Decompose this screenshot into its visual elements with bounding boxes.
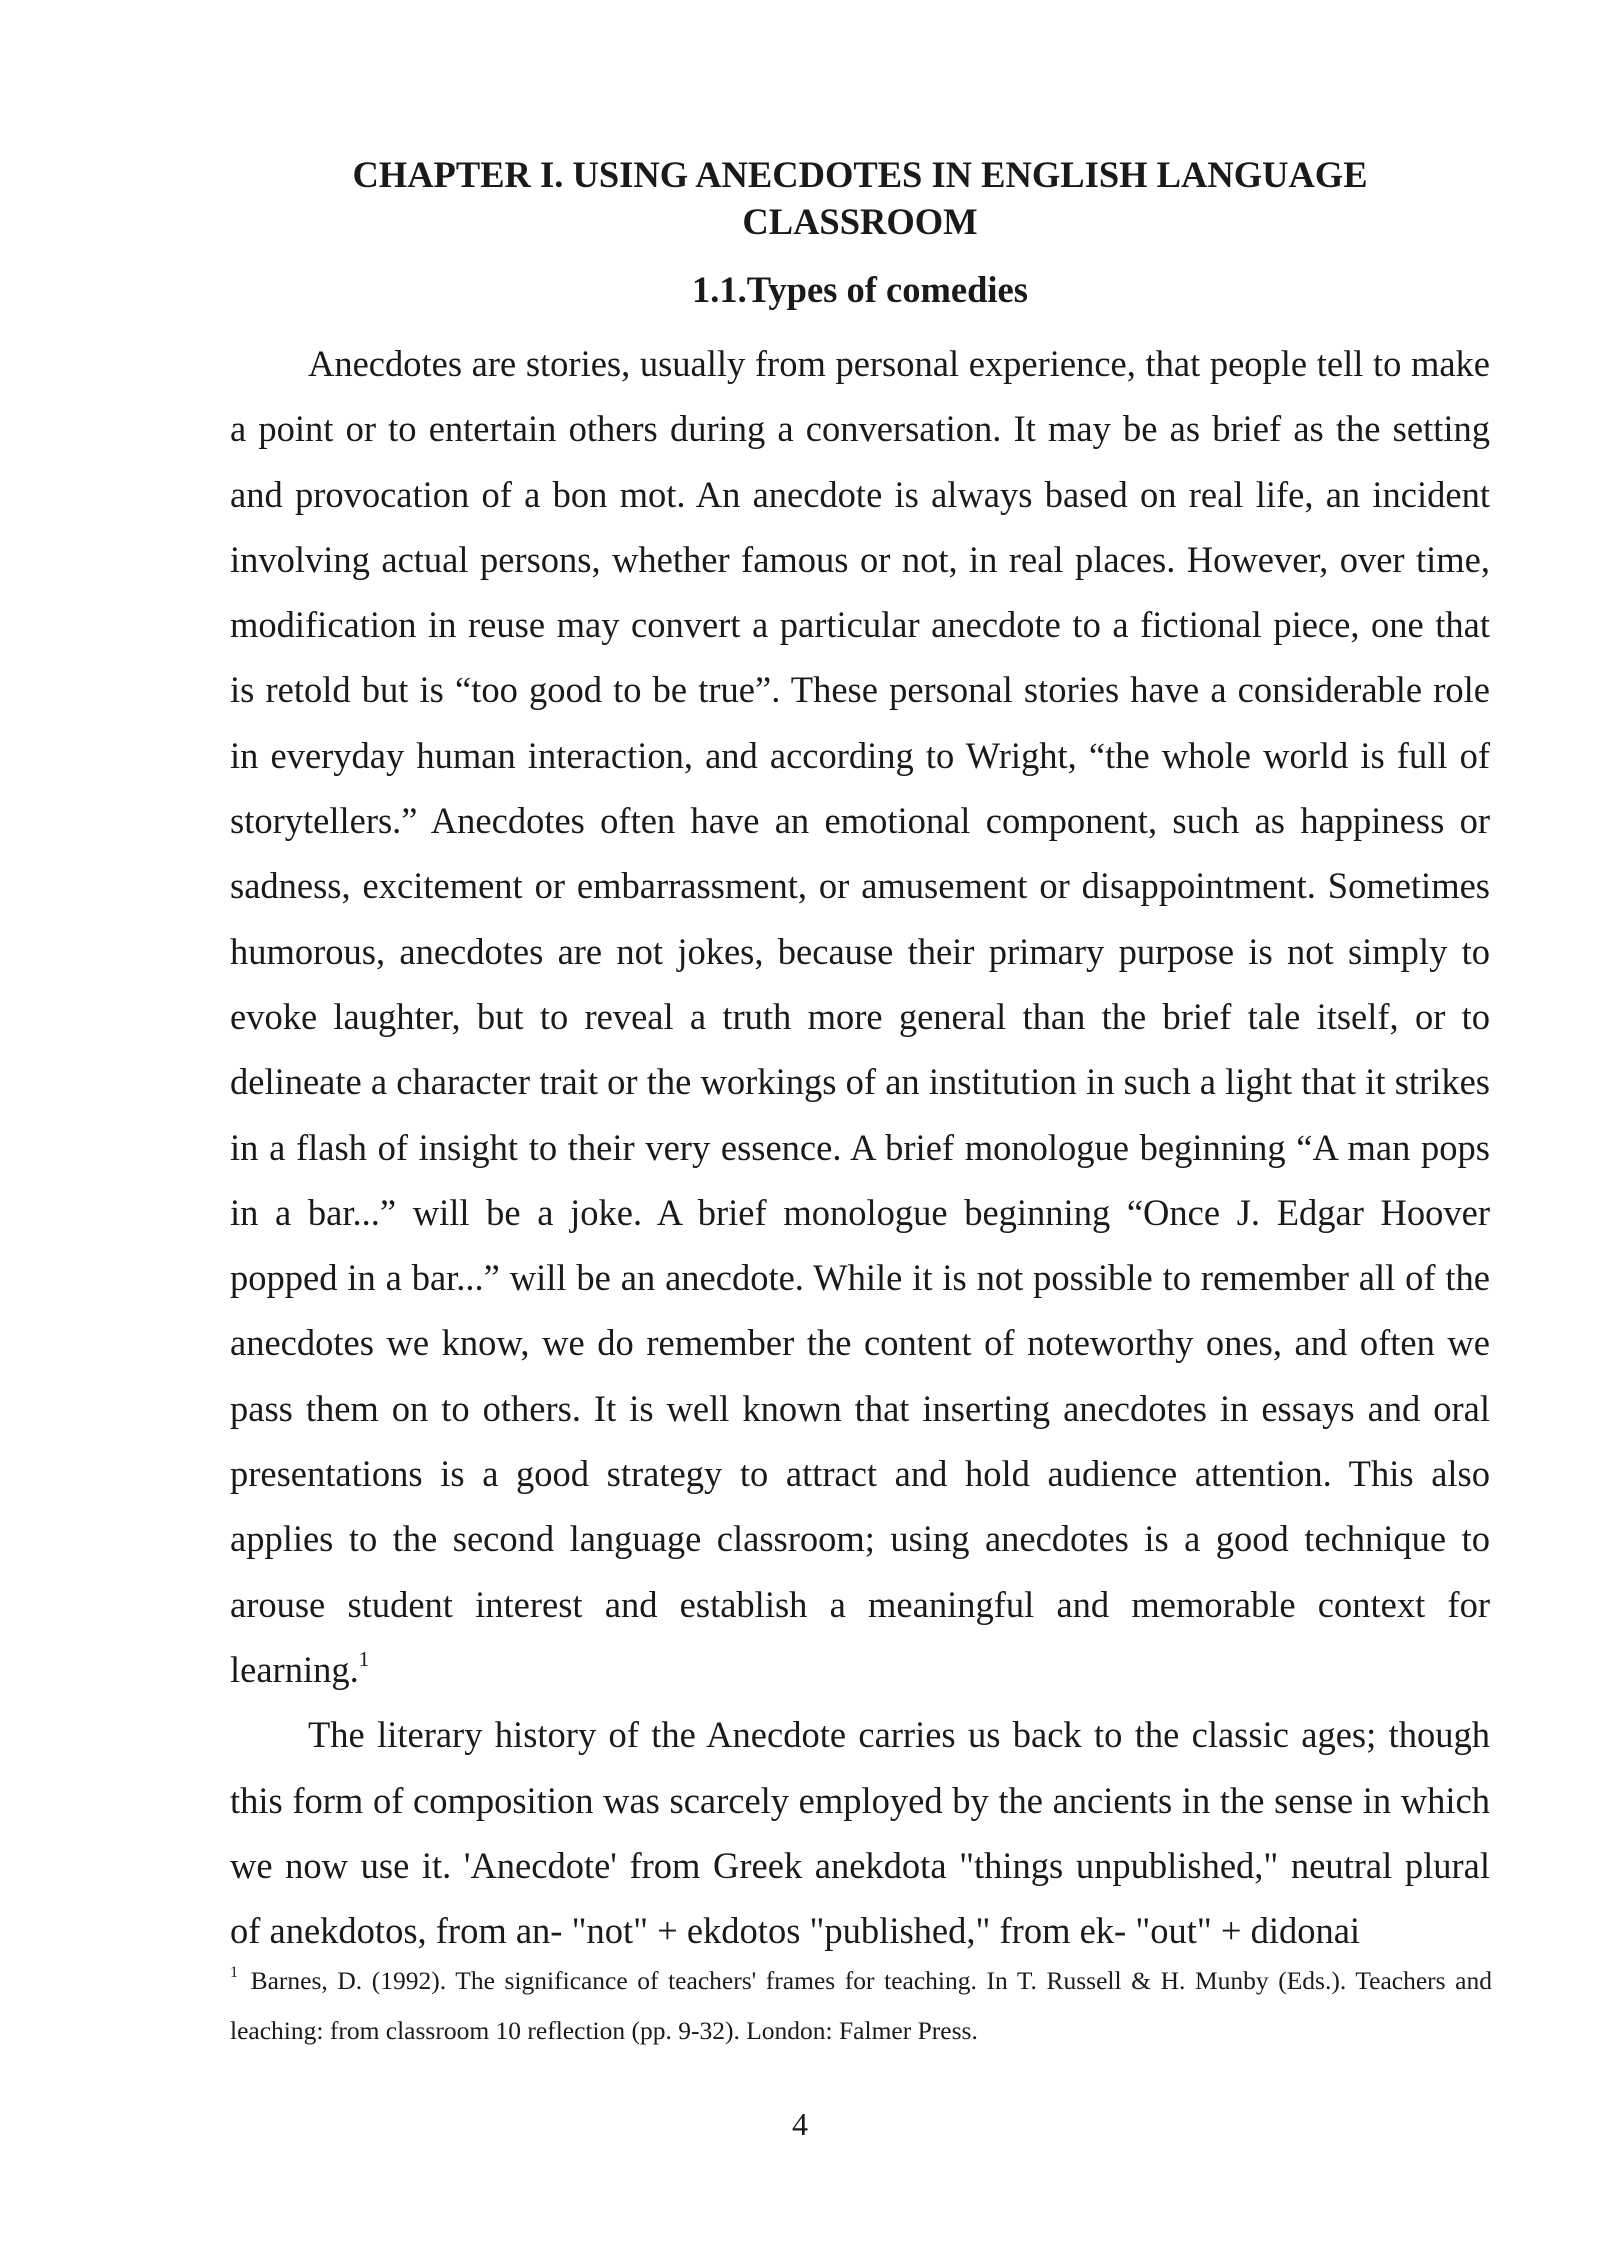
footnote [230,1956,1492,2056]
paragraph-1-text: Anecdotes are stories, usually from personal experience, that people tell to make a point or to entertain others during a conversation. It may be as brief as the setting and provocation of a bon mot. An anecdote is always based on real life, an incident involving actual persons, whether famous or not, in real places. However, over time, modification in reuse may convert a particular anecdote to a fictional piece, one that is retold but is “too good to be true”. These personal stories have a considerable role in everyday human interaction, and according to Wright, “the whole world is full of storytellers.” Anecdotes often have an emotional component, such as happiness or sadness, excitement or embarrassment, or amusement or disappointment. Sometimes humorous, anecdotes are not jokes, because their primary purpose is not simply to evoke laughter, but to reveal a truth more general than the brief tale itself, or to delineate a character trait or the workings of an institution in such a light that it strikes in a flash of insight to their very essence. A brief monologue beginning “A man pops in a bar...” will be a joke. A brief monologue beginning “Once J. Edgar Hoover popped in a bar...” will be an anecdote. While it is not possible to remember all of the anecdotes we know, we do remember the content of noteworthy ones, and often we pass them on to others. It is well known that inserting anecdotes in essays and oral presentations is a good strategy to attract and hold audience attention. This also applies to the second language classroom; using anecdotes is a good technique to arouse student interest and establish a meaningful and memorable context for learning. [230,343,1490,1690]
footnote-reference[interactable]: 1 [358,1646,370,1671]
footnote-text: Barnes, D. (1992). The significance of teachers' frames for teaching. In T. Russell & H. Munby (Eds.). Teachers and leaching: from classroom 10 reflection (pp. 9-32). London: Falmer Press. [230,1966,1493,2045]
footnote-number: 1 [230,1964,238,1981]
page-number: 4 [792,2106,808,2142]
paragraph-2 [230,1702,1490,1963]
paragraph-2-text: The literary history of the Anecdote carries us back to the classic ages; though this form of composition was scarcely employed by the ancients in the sense in which we now use it. 'Anecdote' from Greek anekdota "things unpublished," neutral plural of anekdotos, from an- "not" + ekdotos "published," from ek- "out" + didonai [230,1714,1490,1952]
section-title: 1.1.Types of comedies [692,269,1028,310]
chapter-title: CHAPTER I. USING ANECDOTES IN ENGLISH LANGUAGE CLASSROOM [352,154,1368,242]
paragraph-1 [230,331,1490,1702]
body-text [230,331,1490,1963]
